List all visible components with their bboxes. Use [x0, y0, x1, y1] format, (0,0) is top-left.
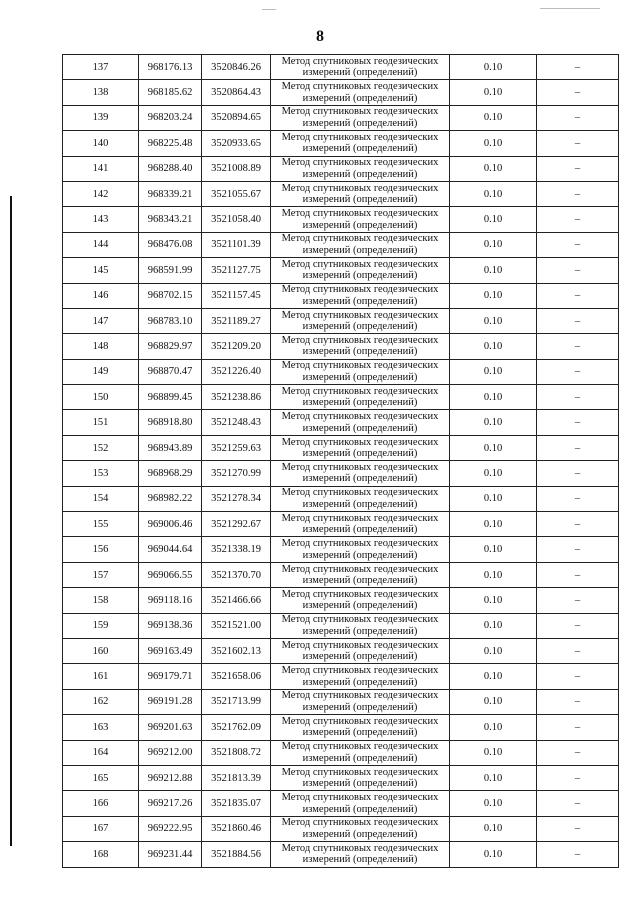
x-coordinate-cell: 969044.64	[139, 537, 202, 562]
x-coordinate-cell: 968702.15	[139, 283, 202, 308]
extra-cell: –	[537, 461, 619, 486]
y-coordinate-cell: 3521008.89	[202, 156, 271, 181]
accuracy-cell: 0.10	[450, 842, 537, 867]
point-number-cell: 158	[63, 588, 139, 613]
table-row	[63, 562, 619, 587]
table-row	[63, 689, 619, 714]
accuracy-cell: 0.10	[450, 359, 537, 384]
point-number-cell: 145	[63, 258, 139, 283]
y-coordinate-cell: 3521466.66	[202, 588, 271, 613]
table-row	[63, 359, 619, 384]
point-number-cell: 143	[63, 207, 139, 232]
point-number-cell: 137	[63, 55, 139, 80]
extra-cell: –	[537, 308, 619, 333]
method-cell: Метод спутниковых геодезических измерений (определений)	[271, 55, 450, 80]
extra-cell: –	[537, 283, 619, 308]
coordinates-table-body	[63, 55, 619, 868]
y-coordinate-cell: 3521884.56	[202, 842, 271, 867]
extra-cell: –	[537, 715, 619, 740]
point-number-cell: 157	[63, 562, 139, 587]
y-coordinate-cell: 3521762.09	[202, 715, 271, 740]
x-coordinate-cell: 968203.24	[139, 105, 202, 130]
accuracy-cell: 0.10	[450, 334, 537, 359]
y-coordinate-cell: 3521238.86	[202, 385, 271, 410]
point-number-cell: 166	[63, 791, 139, 816]
table-row	[63, 105, 619, 130]
table-row	[63, 512, 619, 537]
x-coordinate-cell: 968343.21	[139, 207, 202, 232]
point-number-cell: 150	[63, 385, 139, 410]
extra-cell: –	[537, 486, 619, 511]
x-coordinate-cell: 968829.97	[139, 334, 202, 359]
extra-cell: –	[537, 816, 619, 841]
table-row	[63, 435, 619, 460]
table-row	[63, 664, 619, 689]
extra-cell: –	[537, 156, 619, 181]
y-coordinate-cell: 3521248.43	[202, 410, 271, 435]
table-row	[63, 613, 619, 638]
table-row	[63, 816, 619, 841]
point-number-cell: 168	[63, 842, 139, 867]
accuracy-cell: 0.10	[450, 765, 537, 790]
method-cell: Метод спутниковых геодезических измерений (определений)	[271, 308, 450, 333]
table-row	[63, 791, 619, 816]
point-number-cell: 142	[63, 181, 139, 206]
y-coordinate-cell: 3520933.65	[202, 131, 271, 156]
method-cell: Метод спутниковых геодезических измерений (определений)	[271, 410, 450, 435]
point-number-cell: 161	[63, 664, 139, 689]
table-row	[63, 410, 619, 435]
accuracy-cell: 0.10	[450, 232, 537, 257]
accuracy-cell: 0.10	[450, 537, 537, 562]
method-cell: Метод спутниковых геодезических измерений (определений)	[271, 613, 450, 638]
extra-cell: –	[537, 435, 619, 460]
x-coordinate-cell: 968591.99	[139, 258, 202, 283]
accuracy-cell: 0.10	[450, 791, 537, 816]
accuracy-cell: 0.10	[450, 131, 537, 156]
point-number-cell: 159	[63, 613, 139, 638]
y-coordinate-cell: 3521370.70	[202, 562, 271, 587]
point-number-cell: 165	[63, 765, 139, 790]
y-coordinate-cell: 3520846.26	[202, 55, 271, 80]
point-number-cell: 164	[63, 740, 139, 765]
extra-cell: –	[537, 385, 619, 410]
point-number-cell: 152	[63, 435, 139, 460]
coordinates-table	[62, 54, 619, 868]
method-cell: Метод спутниковых геодезических измерений (определений)	[271, 385, 450, 410]
method-cell: Метод спутниковых геодезических измерений (определений)	[271, 512, 450, 537]
y-coordinate-cell: 3521270.99	[202, 461, 271, 486]
point-number-cell: 149	[63, 359, 139, 384]
y-coordinate-cell: 3521259.63	[202, 435, 271, 460]
extra-cell: –	[537, 131, 619, 156]
accuracy-cell: 0.10	[450, 156, 537, 181]
method-cell: Метод спутниковых геодезических измерений (определений)	[271, 131, 450, 156]
method-cell: Метод спутниковых геодезических измерений (определений)	[271, 181, 450, 206]
y-coordinate-cell: 3521521.00	[202, 613, 271, 638]
extra-cell: –	[537, 334, 619, 359]
extra-cell: –	[537, 765, 619, 790]
accuracy-cell: 0.10	[450, 80, 537, 105]
point-number-cell: 163	[63, 715, 139, 740]
point-number-cell: 167	[63, 816, 139, 841]
y-coordinate-cell: 3521209.20	[202, 334, 271, 359]
extra-cell: –	[537, 588, 619, 613]
table-row	[63, 334, 619, 359]
x-coordinate-cell: 969222.95	[139, 816, 202, 841]
y-coordinate-cell: 3520894.65	[202, 105, 271, 130]
scan-margin-line	[10, 196, 12, 846]
table-row	[63, 80, 619, 105]
method-cell: Метод спутниковых геодезических измерений (определений)	[271, 359, 450, 384]
x-coordinate-cell: 969217.26	[139, 791, 202, 816]
accuracy-cell: 0.10	[450, 816, 537, 841]
x-coordinate-cell: 969163.49	[139, 638, 202, 663]
y-coordinate-cell: 3521292.67	[202, 512, 271, 537]
table-row	[63, 156, 619, 181]
extra-cell: –	[537, 258, 619, 283]
accuracy-cell: 0.10	[450, 613, 537, 638]
y-coordinate-cell: 3521226.40	[202, 359, 271, 384]
extra-cell: –	[537, 105, 619, 130]
x-coordinate-cell: 968339.21	[139, 181, 202, 206]
extra-cell: –	[537, 791, 619, 816]
x-coordinate-cell: 969231.44	[139, 842, 202, 867]
accuracy-cell: 0.10	[450, 461, 537, 486]
x-coordinate-cell: 968225.48	[139, 131, 202, 156]
accuracy-cell: 0.10	[450, 308, 537, 333]
table-row	[63, 308, 619, 333]
x-coordinate-cell: 969191.28	[139, 689, 202, 714]
table-row	[63, 740, 619, 765]
extra-cell: –	[537, 80, 619, 105]
extra-cell: –	[537, 740, 619, 765]
method-cell: Метод спутниковых геодезических измерений (определений)	[271, 715, 450, 740]
x-coordinate-cell: 968476.08	[139, 232, 202, 257]
table-row	[63, 461, 619, 486]
y-coordinate-cell: 3521127.75	[202, 258, 271, 283]
table-row	[63, 131, 619, 156]
x-coordinate-cell: 969201.63	[139, 715, 202, 740]
accuracy-cell: 0.10	[450, 562, 537, 587]
y-coordinate-cell: 3521713.99	[202, 689, 271, 714]
method-cell: Метод спутниковых геодезических измерений (определений)	[271, 283, 450, 308]
x-coordinate-cell: 968176.13	[139, 55, 202, 80]
point-number-cell: 160	[63, 638, 139, 663]
method-cell: Метод спутниковых геодезических измерений (определений)	[271, 207, 450, 232]
table-row	[63, 207, 619, 232]
accuracy-cell: 0.10	[450, 105, 537, 130]
extra-cell: –	[537, 410, 619, 435]
accuracy-cell: 0.10	[450, 435, 537, 460]
extra-cell: –	[537, 638, 619, 663]
x-coordinate-cell: 968783.10	[139, 308, 202, 333]
method-cell: Метод спутниковых геодезических измерений (определений)	[271, 232, 450, 257]
point-number-cell: 151	[63, 410, 139, 435]
extra-cell: –	[537, 562, 619, 587]
accuracy-cell: 0.10	[450, 258, 537, 283]
point-number-cell: 139	[63, 105, 139, 130]
table-row	[63, 842, 619, 867]
accuracy-cell: 0.10	[450, 740, 537, 765]
x-coordinate-cell: 969006.46	[139, 512, 202, 537]
point-number-cell: 147	[63, 308, 139, 333]
scan-artifact	[262, 9, 276, 10]
extra-cell: –	[537, 232, 619, 257]
method-cell: Метод спутниковых геодезических измерений (определений)	[271, 588, 450, 613]
y-coordinate-cell: 3521101.39	[202, 232, 271, 257]
accuracy-cell: 0.10	[450, 410, 537, 435]
table-row	[63, 537, 619, 562]
point-number-cell: 140	[63, 131, 139, 156]
table-row	[63, 232, 619, 257]
x-coordinate-cell: 968870.47	[139, 359, 202, 384]
extra-cell: –	[537, 689, 619, 714]
x-coordinate-cell: 969212.00	[139, 740, 202, 765]
point-number-cell: 141	[63, 156, 139, 181]
x-coordinate-cell: 968943.89	[139, 435, 202, 460]
x-coordinate-cell: 968918.80	[139, 410, 202, 435]
method-cell: Метод спутниковых геодезических измерений (определений)	[271, 664, 450, 689]
method-cell: Метод спутниковых геодезических измерений (определений)	[271, 156, 450, 181]
x-coordinate-cell: 969066.55	[139, 562, 202, 587]
method-cell: Метод спутниковых геодезических измерений (определений)	[271, 105, 450, 130]
extra-cell: –	[537, 181, 619, 206]
table-row	[63, 588, 619, 613]
method-cell: Метод спутниковых геодезических измерений (определений)	[271, 638, 450, 663]
point-number-cell: 146	[63, 283, 139, 308]
accuracy-cell: 0.10	[450, 385, 537, 410]
accuracy-cell: 0.10	[450, 664, 537, 689]
extra-cell: –	[537, 512, 619, 537]
x-coordinate-cell: 968968.29	[139, 461, 202, 486]
table-row	[63, 385, 619, 410]
y-coordinate-cell: 3520864.43	[202, 80, 271, 105]
method-cell: Метод спутниковых геодезических измерений (определений)	[271, 689, 450, 714]
method-cell: Метод спутниковых геодезических измерений (определений)	[271, 765, 450, 790]
extra-cell: –	[537, 537, 619, 562]
method-cell: Метод спутниковых геодезических измерений (определений)	[271, 562, 450, 587]
extra-cell: –	[537, 359, 619, 384]
y-coordinate-cell: 3521808.72	[202, 740, 271, 765]
accuracy-cell: 0.10	[450, 283, 537, 308]
table-row	[63, 638, 619, 663]
extra-cell: –	[537, 55, 619, 80]
accuracy-cell: 0.10	[450, 638, 537, 663]
y-coordinate-cell: 3521189.27	[202, 308, 271, 333]
point-number-cell: 154	[63, 486, 139, 511]
scan-artifact	[540, 8, 600, 9]
table-row	[63, 283, 619, 308]
accuracy-cell: 0.10	[450, 181, 537, 206]
y-coordinate-cell: 3521338.19	[202, 537, 271, 562]
y-coordinate-cell: 3521602.13	[202, 638, 271, 663]
method-cell: Метод спутниковых геодезических измерений (определений)	[271, 258, 450, 283]
method-cell: Метод спутниковых геодезических измерений (определений)	[271, 816, 450, 841]
y-coordinate-cell: 3521157.45	[202, 283, 271, 308]
point-number-cell: 156	[63, 537, 139, 562]
x-coordinate-cell: 969179.71	[139, 664, 202, 689]
table-row	[63, 181, 619, 206]
method-cell: Метод спутниковых геодезических измерений (определений)	[271, 791, 450, 816]
point-number-cell: 148	[63, 334, 139, 359]
extra-cell: –	[537, 613, 619, 638]
method-cell: Метод спутниковых геодезических измерений (определений)	[271, 486, 450, 511]
accuracy-cell: 0.10	[450, 512, 537, 537]
page-number: 8	[316, 28, 324, 45]
extra-cell: –	[537, 664, 619, 689]
table-row	[63, 55, 619, 80]
y-coordinate-cell: 3521658.06	[202, 664, 271, 689]
method-cell: Метод спутниковых геодезических измерений (определений)	[271, 842, 450, 867]
accuracy-cell: 0.10	[450, 588, 537, 613]
table-row	[63, 715, 619, 740]
x-coordinate-cell: 968185.62	[139, 80, 202, 105]
y-coordinate-cell: 3521278.34	[202, 486, 271, 511]
point-number-cell: 138	[63, 80, 139, 105]
accuracy-cell: 0.10	[450, 689, 537, 714]
extra-cell: –	[537, 207, 619, 232]
x-coordinate-cell: 968288.40	[139, 156, 202, 181]
y-coordinate-cell: 3521813.39	[202, 765, 271, 790]
point-number-cell: 144	[63, 232, 139, 257]
x-coordinate-cell: 969118.16	[139, 588, 202, 613]
x-coordinate-cell: 968899.45	[139, 385, 202, 410]
x-coordinate-cell: 969212.88	[139, 765, 202, 790]
extra-cell: –	[537, 842, 619, 867]
table-row	[63, 486, 619, 511]
method-cell: Метод спутниковых геодезических измерений (определений)	[271, 435, 450, 460]
y-coordinate-cell: 3521835.07	[202, 791, 271, 816]
method-cell: Метод спутниковых геодезических измерений (определений)	[271, 461, 450, 486]
method-cell: Метод спутниковых геодезических измерений (определений)	[271, 740, 450, 765]
y-coordinate-cell: 3521055.67	[202, 181, 271, 206]
table-row	[63, 258, 619, 283]
y-coordinate-cell: 3521058.40	[202, 207, 271, 232]
accuracy-cell: 0.10	[450, 715, 537, 740]
method-cell: Метод спутниковых геодезических измерений (определений)	[271, 334, 450, 359]
point-number-cell: 162	[63, 689, 139, 714]
point-number-cell: 155	[63, 512, 139, 537]
accuracy-cell: 0.10	[450, 55, 537, 80]
table-row	[63, 765, 619, 790]
accuracy-cell: 0.10	[450, 207, 537, 232]
method-cell: Метод спутниковых геодезических измерений (определений)	[271, 537, 450, 562]
method-cell: Метод спутниковых геодезических измерений (определений)	[271, 80, 450, 105]
x-coordinate-cell: 968982.22	[139, 486, 202, 511]
accuracy-cell: 0.10	[450, 486, 537, 511]
point-number-cell: 153	[63, 461, 139, 486]
y-coordinate-cell: 3521860.46	[202, 816, 271, 841]
x-coordinate-cell: 969138.36	[139, 613, 202, 638]
